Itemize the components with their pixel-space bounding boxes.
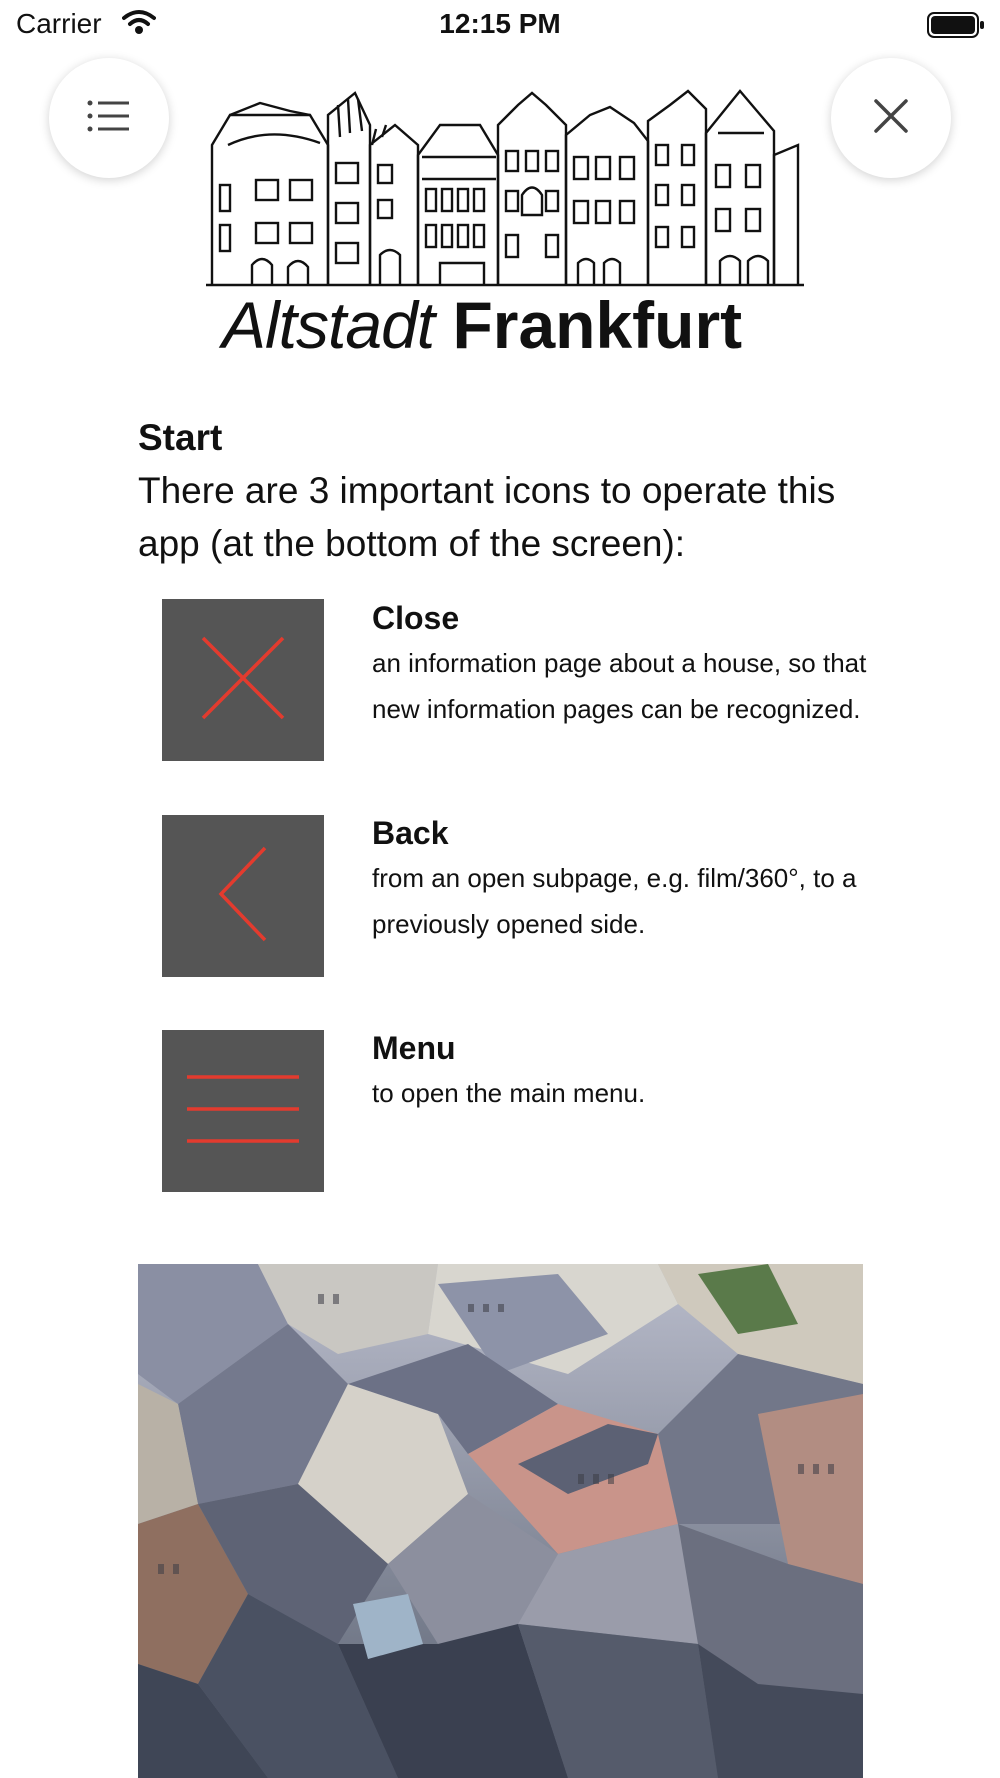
- altstadt-aerial-photo: [138, 1264, 863, 1778]
- logo-text-altstadt: Altstadt: [222, 288, 435, 362]
- menu-title: Menu: [372, 1030, 456, 1066]
- back-chevron-icon: [217, 846, 269, 947]
- close-icon: [873, 98, 909, 139]
- close-title: Close: [372, 600, 460, 636]
- menu-button[interactable]: [49, 58, 169, 178]
- back-text: from an open subpage, e.g. film/360°, to a previously opened side.: [372, 863, 857, 939]
- close-description: [372, 598, 892, 732]
- section-title: Start: [138, 417, 223, 458]
- intro-text: There are 3 important icons to operate this app (at the bottom of the screen):: [138, 470, 836, 564]
- battery-icon: [927, 11, 985, 44]
- carrier-label: Carrier: [16, 8, 102, 39]
- close-icon-tile: [162, 599, 324, 761]
- back-icon-tile: [162, 815, 324, 977]
- list-icon: [87, 99, 131, 138]
- houses-illustration: [200, 85, 810, 290]
- menu-text: to open the main menu.: [372, 1078, 646, 1108]
- menu-description: [372, 1028, 892, 1116]
- status-time: 12:15 PM: [439, 8, 561, 39]
- back-title: Back: [372, 815, 449, 851]
- close-text: an information page about a house, so that new information pages can be recognized.: [372, 648, 867, 724]
- back-description: [372, 813, 892, 947]
- logo-text-frankfurt: Frankfurt: [452, 288, 743, 362]
- close-button[interactable]: [831, 58, 951, 178]
- close-x-icon: [201, 636, 285, 725]
- logo-wordmark: [222, 290, 742, 360]
- menu-lines-icon: [187, 1074, 299, 1149]
- menu-icon-tile: [162, 1030, 324, 1192]
- status-bar: [0, 0, 1000, 50]
- app-logo: [200, 85, 810, 360]
- intro-section: [138, 412, 878, 570]
